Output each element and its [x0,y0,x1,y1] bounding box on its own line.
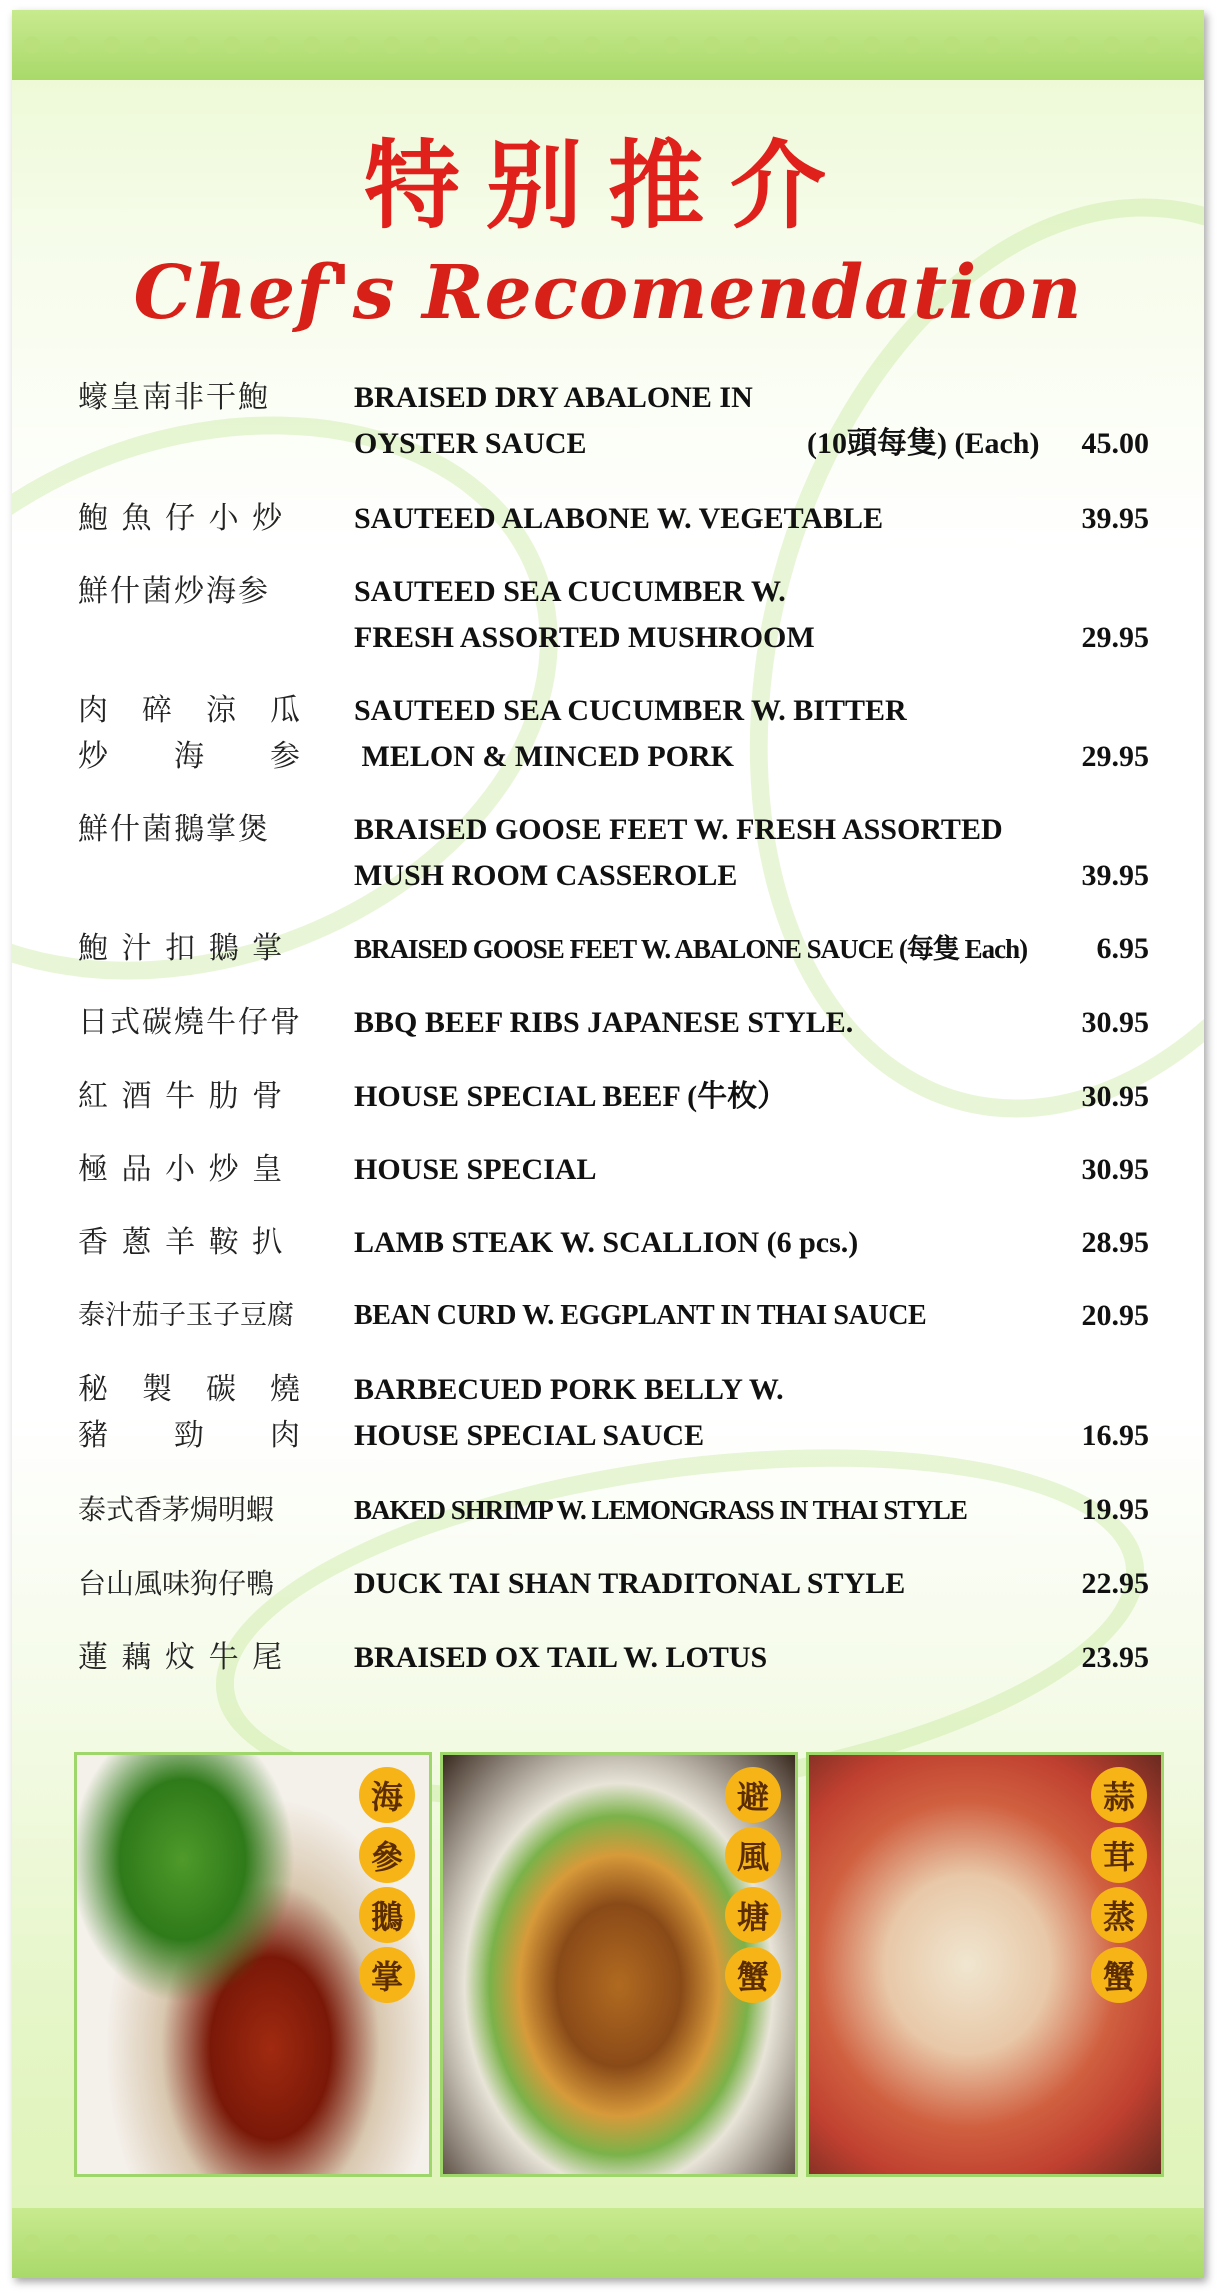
item-chinese-name: 肉 碎 涼 瓜 炒 海 参 [78,693,302,774]
dish-label-char: 鵝 [359,1887,415,1943]
item-chinese-name: 蠔皇南非干鮑 [78,380,270,415]
title-english: Chef's Recomendation [133,250,1083,336]
item-english-name: BRAISED GOOSE FEET W. FRESH ASSORTED MUSH ROOM CASSEROLE [354,813,1003,892]
top-decorative-border [12,10,1204,80]
dish-label-char: 風 [725,1827,781,1883]
item-english-name: HOUSE SPECIAL BEEF (牛枚） [354,1080,788,1113]
item-chinese-name: 香 蔥 羊 鞍 扒 [78,1225,285,1260]
item-price: 16.95 [1081,1419,1149,1452]
item-price: 28.95 [1081,1226,1149,1259]
item-price: 29.95 [1081,621,1149,654]
dish-label-badges [725,1767,785,2007]
item-chinese-name: 蓮 藕 炆 牛 尾 [78,1640,285,1675]
item-chinese-name: 台山風味狗仔鴨 [78,1567,275,1600]
item-english-name: SAUTEED ALABONE W. VEGETABLE [354,502,884,535]
dish-photos [74,1752,1174,2177]
item-english-name: BBQ BEEF RIBS JAPANESE STYLE. [354,1006,854,1039]
item-chinese-name: 紅 酒 牛 肋 骨 [78,1079,285,1114]
item-chinese-name: 日式碳燒牛仔骨 [78,1005,302,1040]
item-price: 22.95 [1081,1567,1149,1600]
dish-label-char: 蒸 [1091,1887,1147,1943]
item-price: 45.00 [1081,427,1149,460]
title-chinese: 特别推介 [364,129,852,242]
item-english-name: HOUSE SPECIAL [354,1153,597,1186]
item-note: (10頭每隻) (Each) [807,427,1040,460]
item-price: 30.95 [1081,1153,1149,1186]
item-english-name: BAKED SHRIMP W. LEMONGRASS IN THAI STYLE [354,1495,967,1525]
item-price: 19.95 [1081,1493,1149,1526]
dish-label-badges [1091,1767,1151,2007]
dish-label-char: 蒜 [1091,1767,1147,1823]
dish-label-char: 掌 [359,1947,415,2003]
bottom-decorative-border [12,2208,1204,2278]
item-chinese-name: 極 品 小 炒 皇 [78,1152,285,1187]
dish-label-char: 參 [359,1827,415,1883]
dish-label-char: 蟹 [725,1947,781,2003]
dish-label-char: 塘 [725,1887,781,1943]
item-english-name: DUCK TAI SHAN TRADITONAL STYLE [354,1567,906,1600]
menu-page [12,10,1204,2278]
photo-abalone-goose-feet [74,1752,432,2177]
item-english-name: BRAISED GOOSE FEET W. ABALONE SAUCE (每隻 Each) [354,934,1028,964]
item-chinese-name: 鮮什菌鵝掌煲 [78,812,270,847]
dish-label-char: 蟹 [1091,1947,1147,2003]
item-english-name: BRAISED DRY ABALONE IN OYSTER SAUCE [354,381,753,460]
photo-garlic-steamed-crab [806,1752,1164,2177]
dish-label-char: 海 [359,1767,415,1823]
item-english-name: BARBECUED PORK BELLY W. HOUSE SPECIAL SAUCE [354,1373,784,1452]
dish-label-char: 避 [725,1767,781,1823]
item-chinese-name: 秘 製 碳 燒 豬 勁 肉 [78,1372,302,1453]
item-price: 6.95 [1096,932,1149,965]
item-chinese-name: 鮮什菌炒海参 [78,574,270,609]
item-price: 23.95 [1081,1641,1149,1674]
photo-typhoon-shelter-crab [440,1752,798,2177]
item-price: 30.95 [1081,1006,1149,1039]
item-chinese-name: 鮑 魚 仔 小 炒 [78,501,285,536]
item-english-name: SAUTEED SEA CUCUMBER W. FRESH ASSORTED MUSHROOM [354,575,815,654]
item-english-name: BEAN CURD W. EGGPLANT IN THAI SAUCE [354,1300,927,1331]
item-english-name: BRAISED OX TAIL W. LOTUS [354,1641,768,1674]
dish-label-badges [359,1767,419,2007]
item-price: 30.95 [1081,1080,1149,1113]
item-chinese-name: 泰式香茅焗明蝦 [78,1493,275,1526]
item-price: 29.95 [1081,740,1149,773]
item-english-name: LAMB STEAK W. SCALLION (6 pcs.) [354,1226,859,1259]
item-price: 39.95 [1081,502,1149,535]
item-english-name: SAUTEED SEA CUCUMBER W. BITTER MELON & MINCED PORK [354,694,907,773]
item-price: 39.95 [1081,859,1149,892]
dish-label-char: 茸 [1091,1827,1147,1883]
item-price: 20.95 [1081,1299,1149,1332]
item-chinese-name: 泰汁茄子玉子豆腐 [78,1300,294,1331]
item-chinese-name: 鮑 汁 扣 鵝 掌 [78,931,285,966]
